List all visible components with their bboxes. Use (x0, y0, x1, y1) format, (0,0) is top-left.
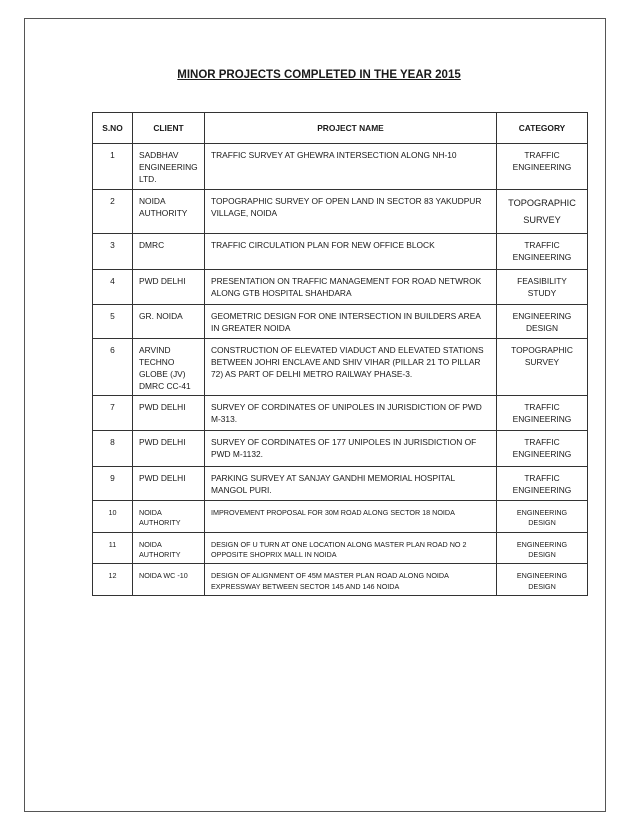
cell-project: DESIGN OF U TURN AT ONE LOCATION ALONG MASTER PLAN ROAD NO 2 OPPOSITE SHOPRIX MALL IN NOIDA (205, 532, 497, 564)
cell-category: TRAFFIC ENGINEERING (497, 396, 588, 431)
cell-sno: 11 (93, 532, 133, 564)
table-row (93, 564, 588, 596)
cell-client: PWD DELHI (133, 431, 205, 467)
header-category: CATEGORY (497, 113, 588, 144)
cell-category: TRAFFIC ENGINEERING (497, 144, 588, 190)
cell-client: NOIDA AUTHORITY (133, 189, 205, 233)
cell-sno: 8 (93, 431, 133, 467)
cell-client: GR. NOIDA (133, 304, 205, 338)
cell-category: ENGINEERING DESIGN (497, 564, 588, 596)
cell-category: TRAFFIC ENGINEERING (497, 431, 588, 467)
table-row (93, 269, 588, 304)
table-row (93, 431, 588, 467)
cell-project: DESIGN OF ALIGNMENT OF 45M MASTER PLAN ROAD ALONG NOIDA EXPRESSWAY BETWEEN SECTOR 145 AND 146 NOIDA (205, 564, 497, 596)
cell-project: GEOMETRIC DESIGN FOR ONE INTERSECTION IN BUILDERS AREA IN GREATER NOIDA (205, 304, 497, 338)
cell-sno: 6 (93, 338, 133, 396)
cell-project: TRAFFIC CIRCULATION PLAN FOR NEW OFFICE BLOCK (205, 233, 497, 269)
cell-client: SADBHAV ENGINEERING LTD. (133, 144, 205, 190)
cell-client: NOIDA WC -10 (133, 564, 205, 596)
header-sno: S.NO (93, 113, 133, 144)
cell-project: SURVEY OF CORDINATES OF 177 UNIPOLES IN JURISDICTION OF PWD M-1132. (205, 431, 497, 467)
table-header-row (93, 113, 588, 144)
table-row (93, 233, 588, 269)
cell-category: ENGINEERING DESIGN (497, 500, 588, 532)
cell-project: IMPROVEMENT PROPOSAL FOR 30M ROAD ALONG SECTOR 18 NOIDA (205, 500, 497, 532)
cell-category: ENGINEERING DESIGN (497, 532, 588, 564)
cell-project: SURVEY OF CORDINATES OF UNIPOLES IN JURISDICTION OF PWD M-313. (205, 396, 497, 431)
cell-category: TOPOGRAPHIC SURVEY (497, 338, 588, 396)
table-row (93, 338, 588, 396)
cell-client: PWD DELHI (133, 467, 205, 500)
table-row (93, 467, 588, 500)
cell-sno: 4 (93, 269, 133, 304)
cell-client: ARVIND TECHNO GLOBE (JV) DMRC CC-41 (133, 338, 205, 396)
cell-project: TRAFFIC SURVEY AT GHEWRA INTERSECTION ALONG NH-10 (205, 144, 497, 190)
cell-project: CONSTRUCTION OF ELEVATED VIADUCT AND ELEVATED STATIONS BETWEEN JOHRI ENCLAVE AND SHIV VIHAR (PILLAR 21 TO PILLAR 72) AS PART OF DELHI METRO RAILWAY PHASE-3. (205, 338, 497, 396)
cell-project: PRESENTATION ON TRAFFIC MANAGEMENT FOR ROAD NETWROK ALONG GTB HOSPITAL SHAHDARA (205, 269, 497, 304)
cell-category: ENGINEERING DESIGN (497, 304, 588, 338)
cell-project: PARKING SURVEY AT SANJAY GANDHI MEMORIAL HOSPITAL MANGOL PURI. (205, 467, 497, 500)
cell-client: NOIDA AUTHORITY (133, 532, 205, 564)
cell-category: TRAFFIC ENGINEERING (497, 467, 588, 500)
projects-table (92, 112, 588, 596)
table-row (93, 532, 588, 564)
table-row (93, 304, 588, 338)
cell-sno: 1 (93, 144, 133, 190)
cell-category: TOPOGRAPHIC SURVEY (497, 189, 588, 233)
table-row (93, 189, 588, 233)
cell-client: DMRC (133, 233, 205, 269)
header-project-name: PROJECT NAME (205, 113, 497, 144)
cell-client: PWD DELHI (133, 396, 205, 431)
cell-category: FEASIBILITY STUDY (497, 269, 588, 304)
cell-client: NOIDA AUTHORITY (133, 500, 205, 532)
cell-sno: 5 (93, 304, 133, 338)
cell-sno: 9 (93, 467, 133, 500)
cell-project: TOPOGRAPHIC SURVEY OF OPEN LAND IN SECTOR 83 YAKUDPUR VILLAGE, NOIDA (205, 189, 497, 233)
header-client: CLIENT (133, 113, 205, 144)
table-row (93, 396, 588, 431)
cell-client: PWD DELHI (133, 269, 205, 304)
cell-sno: 10 (93, 500, 133, 532)
cell-sno: 7 (93, 396, 133, 431)
page-title: MINOR PROJECTS COMPLETED IN THE YEAR 2015 (177, 69, 461, 81)
cell-category: TRAFFIC ENGINEERING (497, 233, 588, 269)
cell-sno: 2 (93, 189, 133, 233)
table-row (93, 144, 588, 190)
table-row (93, 500, 588, 532)
cell-sno: 3 (93, 233, 133, 269)
cell-sno: 12 (93, 564, 133, 596)
